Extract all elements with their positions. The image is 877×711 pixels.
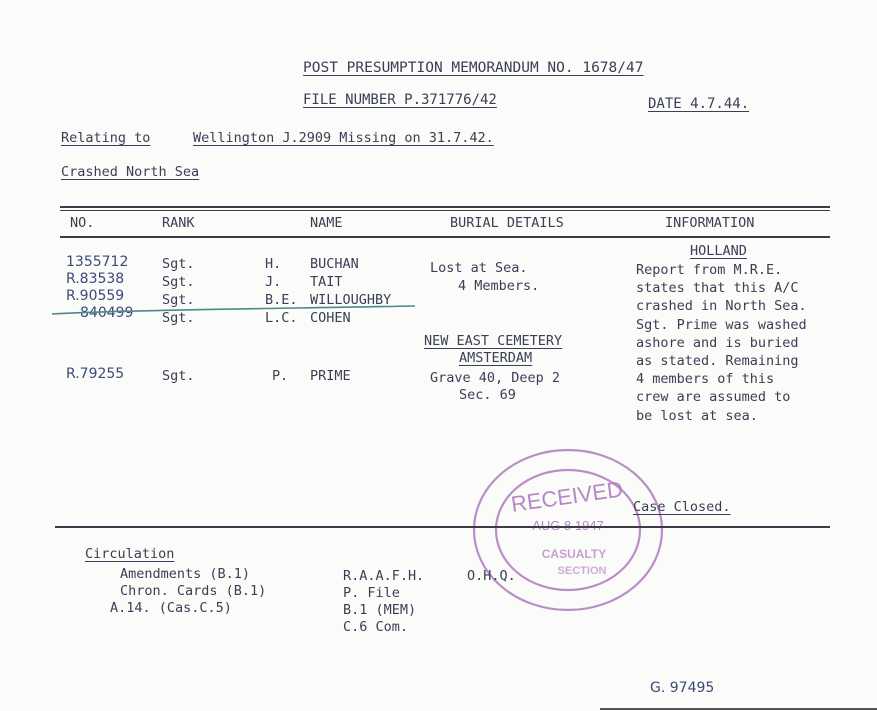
pen-strikethrough-line [50, 300, 420, 320]
info-line: ashore and is buried [636, 334, 799, 351]
surname: WILLOUGHBY [310, 292, 392, 308]
circulation-item: B.1 (MEM) [343, 602, 417, 618]
info-line: be lost at sea. [636, 407, 758, 424]
circulation-item: R.A.A.F.H. [343, 568, 425, 584]
circulation-item: Amendments (B.1) [120, 566, 251, 582]
initials: B.E. [265, 292, 298, 308]
info-line: states that this A/C [636, 280, 799, 297]
case-closed-note: Case Closed. [633, 499, 731, 515]
file-number: FILE NUMBER P.371776/42 [303, 92, 497, 108]
initials: L.C. [265, 310, 298, 326]
service-number: 1355712 [66, 254, 129, 270]
circulation-rule [55, 526, 830, 528]
initials: H. [265, 256, 282, 272]
surname: COHEN [310, 310, 351, 326]
service-number: 840499 [80, 305, 134, 321]
service-number: R.83538 [66, 271, 125, 287]
rank: Sgt. [162, 292, 195, 308]
circulation-item: C.6 Com. [343, 619, 409, 635]
info-line: crew are assumed to [636, 389, 791, 406]
burial-lost-at-sea: Lost at Sea. [430, 260, 528, 276]
rank: Sgt. [162, 256, 195, 272]
rank: Sgt. [162, 368, 195, 384]
info-line: crashed in North Sea. [636, 298, 807, 315]
info-line: Report from M.R.E. [636, 262, 783, 278]
stamp-section: SECTION [557, 565, 607, 577]
grave-section: Sec. 69 [459, 387, 516, 403]
circulation-item: P. File [343, 585, 400, 601]
info-text [636, 261, 807, 425]
info-line: as stated. Remaining [636, 353, 799, 370]
footer-reference: G. 97495 [650, 680, 715, 696]
info-line: 4 members of this [636, 371, 775, 388]
surname: TAIT [310, 274, 343, 290]
initials: J. [265, 274, 282, 290]
surname: BUCHAN [310, 256, 359, 272]
memo-title: POST PRESUMPTION MEMORANDUM NO. 1678/47 [303, 60, 644, 76]
burial-members: 4 Members. [458, 278, 540, 294]
col-header-no: NO. [70, 215, 95, 231]
col-header-name: NAME [310, 215, 343, 231]
info-line: Sgt. Prime was washed [636, 316, 807, 333]
col-header-rank: RANK [162, 215, 195, 231]
rank: Sgt. [162, 274, 195, 290]
relating-text: Wellington J.2909 Missing on 31.7.42. [193, 130, 494, 146]
circulation-item: A.14. (Cas.C.5) [110, 600, 232, 616]
initials: P. [272, 368, 289, 384]
circulation-list-2 [343, 568, 424, 636]
service-number: R.79255 [66, 366, 125, 382]
crashed-location: Crashed North Sea [61, 164, 200, 180]
table-header-rule [60, 236, 830, 238]
cemetery-name: NEW EAST CEMETERY [424, 333, 563, 349]
circulation-item: Chron. Cards (B.1) [120, 583, 267, 599]
circulation-list-1 [110, 566, 267, 617]
relating-label: Relating to [61, 130, 151, 146]
grave-location: Grave 40, Deep 2 [430, 370, 561, 386]
col-header-burial: BURIAL DETAILS [450, 215, 564, 231]
stamp-casualty: CASUALTY [541, 547, 607, 561]
received-stamp [470, 446, 666, 614]
col-header-information: INFORMATION [665, 215, 755, 231]
circulation-item: O.H.Q. [467, 568, 516, 584]
table-top-rule-2 [60, 210, 830, 211]
memo-date: DATE 4.7.44. [648, 96, 750, 112]
service-number: R.90559 [66, 288, 125, 304]
surname: PRIME [310, 368, 351, 384]
info-heading: HOLLAND [690, 243, 747, 259]
cemetery-city: AMSTERDAM [459, 350, 533, 366]
page-edge [600, 708, 877, 710]
stamp-received: RECEIVED [509, 476, 625, 517]
table-top-rule [60, 206, 830, 208]
circulation-heading: Circulation [85, 546, 175, 562]
rank: Sgt. [162, 310, 195, 326]
